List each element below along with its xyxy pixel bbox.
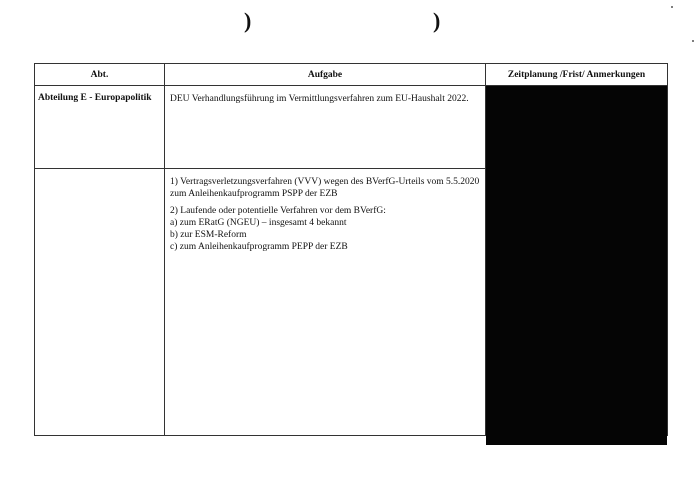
table-header-row: [35, 64, 668, 86]
task-text: b) zur ESM-Reform: [170, 230, 247, 240]
scan-speck: [692, 40, 694, 42]
task-text: c) zum Anleihenkaufprogramm PEPP der EZB: [170, 242, 348, 252]
task-paragraph: [170, 176, 485, 200]
department-cell: [35, 86, 165, 169]
redaction-block: [486, 168, 667, 441]
task-paragraph: [170, 205, 485, 253]
redaction-block: [486, 86, 667, 170]
redaction-block: [486, 436, 667, 445]
task-text: zum Anleihenkaufprogramm PSPP der EZB: [170, 189, 338, 199]
task-cell: [165, 169, 486, 436]
punch-hole-mark-left: ): [244, 8, 252, 33]
header-task: Aufgabe: [165, 64, 486, 86]
task-text: 1) Vertragsverletzungsverfahren (VVV) wegen des BVerfG-Urteils vom 5.5.2020: [170, 177, 480, 187]
task-cell: [165, 86, 486, 169]
task-text: a) zum ERatG (NGEU) – insgesamt 4 bekannt: [170, 218, 347, 228]
department-name: Abteilung E - Europapolitik: [38, 93, 152, 103]
task-text: DEU Verhandlungsführung im Vermittlungsverfahren zum EU-Haushalt 2022.: [170, 94, 469, 104]
header-schedule: Zeitplanung /Frist/ Anmerkungen: [486, 64, 668, 86]
department-cell: [35, 169, 165, 436]
task-text: 2) Laufende oder potentielle Verfahren vor dem BVerfG:: [170, 206, 386, 216]
punch-hole-mark-right: ): [433, 8, 441, 33]
scan-speck: [671, 6, 673, 8]
header-department: Abt.: [35, 64, 165, 86]
